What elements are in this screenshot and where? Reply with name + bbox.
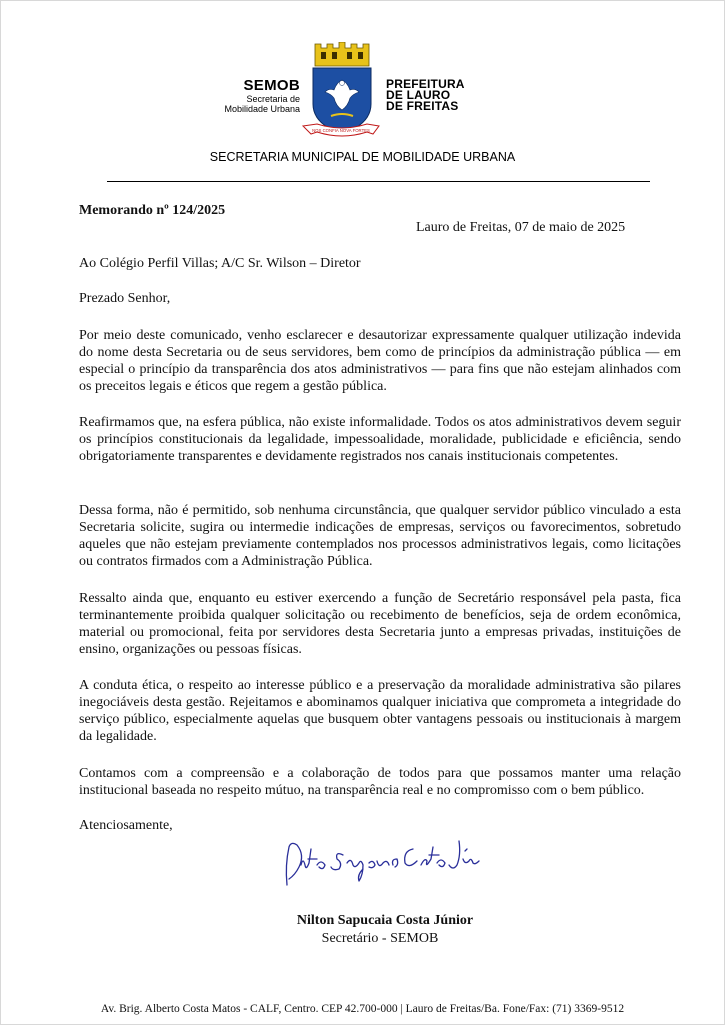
coat-of-arms-motto: NOS CONFIA NOVA FORTES bbox=[312, 128, 370, 133]
body-paragraph: Ressalto ainda que, enquanto eu estiver exercendo a função de Secretário responsável pela pasta, fica terminantemente proibida qualquer solicitação ou recebimento de benefícios, seja de ordem econômica, material ou promocional, feita por servidores desta Secretaria junto a empresas privadas, instituições de ensino, organizações ou pessoas físicas. bbox=[79, 591, 681, 657]
handwritten-signature bbox=[275, 835, 485, 893]
signer-role: Secretário - SEMOB bbox=[321, 931, 439, 946]
letterhead bbox=[0, 0, 725, 190]
memo-number: Memorando nº 124/2025 bbox=[79, 203, 226, 218]
header-divider bbox=[107, 181, 650, 182]
coat-of-arms-icon bbox=[301, 42, 381, 140]
body-paragraph: Reafirmamos que, na esfera pública, não existe informalidade. Todos os atos administrativos devem seguir os princípios constitucionais da legalidade, impessoalidade, moralidade, publicidade e eficiência, sendo obrigatoriamente transparentes e devidamente registrados nos canais institucionais competentes. bbox=[79, 415, 681, 464]
semob-logo-subtitle-2: Mobilidade Urbana bbox=[224, 104, 300, 114]
body-paragraph: Contamos com a compreensão e a colaboração de todos para que possamos manter uma relação institucional baseada no respeito mútuo, na transparência real e no compromisso com o bem público. bbox=[79, 766, 681, 798]
memo-recipient: Ao Colégio Perfil Villas; A/C Sr. Wilson – Diretor bbox=[79, 256, 361, 271]
organization-title: SECRETARIA MUNICIPAL DE MOBILIDADE URBANA bbox=[209, 150, 516, 164]
prefeitura-logo-line-1: PREFEITURA bbox=[386, 77, 465, 91]
semob-logo-name: SEMOB bbox=[243, 77, 300, 94]
signer-name: Nilton Sapucaia Costa Júnior bbox=[296, 913, 474, 928]
memo-date: Lauro de Freitas, 07 de maio de 2025 bbox=[416, 220, 626, 235]
memo-greeting: Prezado Senhor, bbox=[79, 291, 171, 306]
footer-address: Av. Brig. Alberto Costa Matos - CALF, Centro. CEP 42.700-000 | Lauro de Freitas/Ba. Fone/Fax: (71) 3369-9512 bbox=[100, 1003, 625, 1015]
semob-logo bbox=[208, 78, 300, 114]
prefeitura-logo-line-2: DE LAURO bbox=[386, 88, 451, 102]
body-paragraph: Por meio deste comunicado, venho esclarecer e desautorizar expressamente qualquer utilização indevida do nome desta Secretaria ou de seus servidores, bem como de princípios da administração pública — em especial o princípio da transparência dos atos administrativos — para fins que não estejam alinhados com os preceitos legais e éticos que regem a gestão pública. bbox=[79, 328, 681, 394]
semob-logo-subtitle-1: Secretaria de bbox=[246, 94, 300, 104]
memo-closing: Atenciosamente, bbox=[79, 818, 173, 833]
body-paragraph: A conduta ética, o respeito ao interesse público e a preservação da moralidade administrativa são pilares inegociáveis desta gestão. Rejeitamos e abominamos qualquer iniciativa que comprometa a integridade do serviço público, especialmente aquelas que busquem obter vantagens pessoais ou institucionais à margem da legalidade. bbox=[79, 678, 681, 744]
prefeitura-logo bbox=[386, 79, 486, 112]
body-paragraph: Dessa forma, não é permitido, sob nenhuma circunstância, que qualquer servidor público vinculado a esta Secretaria solicite, sugira ou intermedie indicações de empresas, serviços ou favorecimentos, sobretudo aqueles que não estejam previamente contemplados nos processos administrativos legais, como licitações ou contratos firmados com a Administração Pública. bbox=[79, 503, 681, 569]
prefeitura-logo-line-3: DE FREITAS bbox=[386, 99, 459, 113]
